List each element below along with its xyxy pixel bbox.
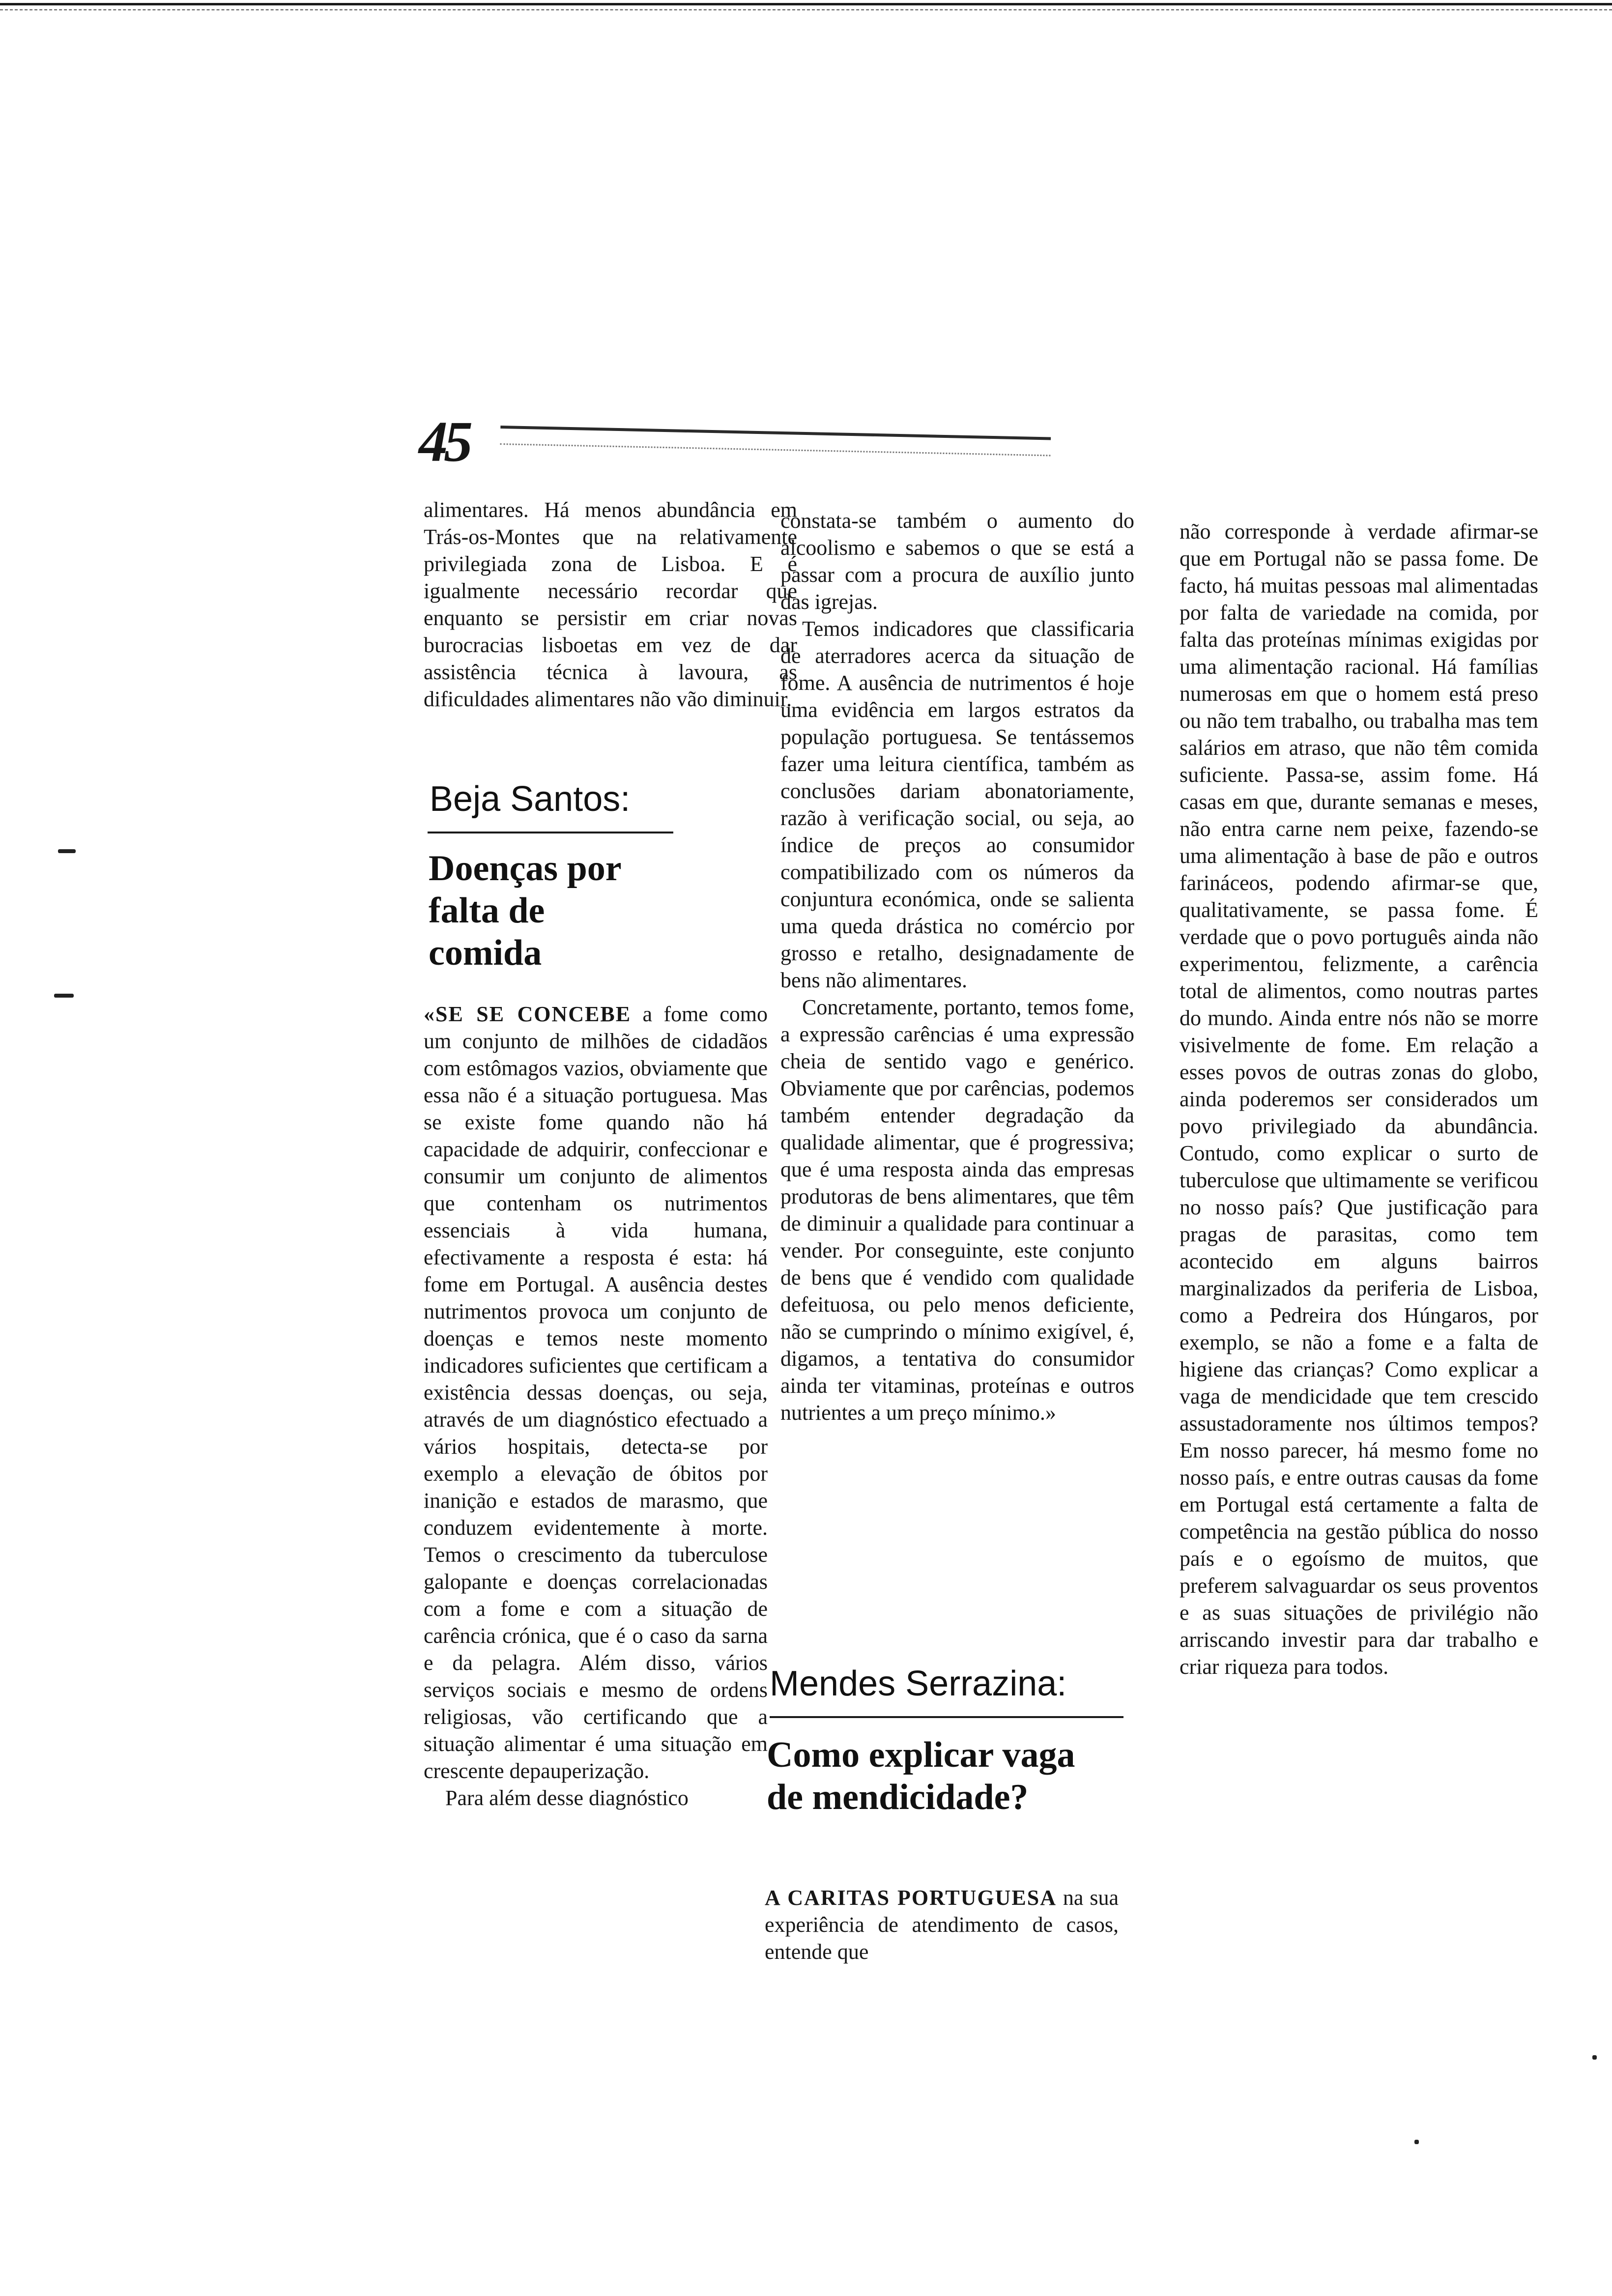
author-label: Beja Santos:	[430, 779, 631, 819]
paragraph: alimentares. Há menos abundância em Trás-os-Montes que na relativamente privilegiada zona de Lisboa. E é igualmente necessário recordar que enquanto se persistir em criar novas burocracias lisboetas em vez de dar assistência técnica à lavoura, as dificuldades alimentares não vão diminuir.	[424, 498, 797, 711]
author-label: Mendes Serrazina:	[770, 1664, 1067, 1703]
paragraph: «SE SE CONCEBE a fome como um conjunto de milhões de cidadãos com estômagos vazios, obviamente que essa não é a situação portuguesa. Mas se existe fome quando não há capacidade de adquirir, confeccionar e consumir um conjunto de alimentos que contenham os nutrimentos essenciais à vida humana, efectivamente a resposta é esta: há fome em Portugal. A ausência destes nutrimentos provoca um conjunto de doenças e temos neste momento indicadores suficientes que certificam a existência dessas doenças, ou seja, através de um diagnóstico efectuado a vários hospitais, detecta-se por exemplo a elevação de óbitos por inanição e estados de marasmo, que conduzem evidentemente à morte. Temos o crescimento da tuberculose galopante e doenças correlacionadas com a fome e com a situação de carência crónica, que é o caso da sarna e da pelagra. Além disso, vários serviços sociais e mesmo de ordens religiosas, vão certificando que a situação alimentar é uma situação em crescente depauperização.	[424, 1002, 768, 1783]
lead-in: A CARITAS PORTUGUESA	[765, 1886, 1057, 1910]
paragraph: constata-se também o aumento do alcoolismo e sabemos o que se está a passar com a procura de auxílio junto das igrejas.	[780, 509, 1134, 614]
article-headline: Como explicar vaga de mendicidade?	[767, 1735, 1075, 1817]
paragraph: Concretamente, portanto, temos fome, a expressão carências é uma expressão cheia de sentido vago e genérico. Obviamente que por carências, podemos também entender degradação da qualidade alimentar, que é progressiva; que é uma resposta ainda das empresas produtoras de bens alimentares, que têm de diminuir a qualidade para continuar a vender. Por conseguinte, este conjunto de bens que é vendido com qualidade defeituosa, ou pelo menos deficiente, não se cumprindo o mínimo exigível, é, digamos, a tentativa do consumidor ainda ter vitaminas, proteínas e outros nutrientes a um preço mínimo.»	[780, 995, 1134, 1425]
scan-speck	[1592, 2055, 1597, 2060]
article-2-body	[765, 1884, 1119, 1965]
column-1-continuation	[424, 496, 797, 713]
paragraph: Temos indicadores que classificaria de aterradores acerca da situação de fome. A ausência de nutrimentos é hoje uma evidência em largos estratos da população portuguesa. Se tentássemos fazer uma leitura científica, também as conclusões dariam abonatoriamente, razão à verificação social, ou seja, ao índice de preços ao consumidor compatibilizado com os números da conjuntura económica, onde se salienta uma queda drástica no comércio por grosso e retalho, designadamente de bens não alimentares.	[780, 617, 1134, 992]
lead-in: «SE SE CONCEBE	[424, 1002, 632, 1026]
author-rule	[770, 1716, 1123, 1718]
scan-top-edge	[0, 3, 1612, 10]
paragraph: A CARITAS PORTUGUESA na sua experiência de atendimento de casos, entende que	[765, 1886, 1119, 1964]
page-number: 45	[419, 409, 469, 474]
author-rule	[428, 832, 673, 833]
torn-edge	[500, 426, 1051, 456]
article-1-body	[424, 1001, 768, 1811]
scan-speck	[58, 849, 76, 853]
clipping-header	[417, 409, 1065, 487]
scan-speck	[1414, 2140, 1419, 2144]
column-3	[1180, 518, 1538, 1680]
article-headline: Doenças por falta de comida	[429, 848, 621, 973]
scan-speck	[54, 994, 74, 998]
paragraph: não corresponde à verdade afirmar-se que em Portugal não se passa fome. De facto, há muitas pessoas mal alimentadas por falta de variedade na comida, por falta das proteínas mínimas exigidas por uma alimentação racional. Há famílias numerosas em que o homem está preso ou não tem trabalho, ou trabalha mas tem salários em atraso, que não têm comida suficiente. Passa-se, assim fome. Há casas em que, durante semanas e meses, não entra carne nem peixe, fazendo-se uma alimentação à base de pão e outros farináceos, podendo afirmar-se que, qualitativamente, se passa fome. É verdade que o povo português ainda não experimentou, felizmente, a carência total de alimentos, como noutras partes do mundo. Ainda entre nós não se morre visivelmente de fome. Em relação a esses povos de outras zonas do globo, ainda poderemos ser considerados um povo privilegiado da abundância. Contudo, como explicar o surto de tuberculose que ultimamente se verificou no nosso país? Que justificação para pragas de parasitas, como tem acontecido em alguns bairros marginalizados da periferia de Lisboa, como a Pedreira dos Húngaros, por exemplo, se não a fome e a falta de higiene das crianças? Como explicar a vaga de mendicidade que tem crescido assustadoramente nos últimos tempos? Em nosso parecer, há mesmo fome no nosso país, e entre outras causas da fome em Portugal está certamente a falta de competência na gestão pública do nosso país e o egoísmo de muitos, que preferem salvaguardar os seus proventos e as suas situações de privilégio não arriscando investir para dar trabalho e criar riqueza para todos.	[1180, 519, 1538, 1679]
column-2	[780, 507, 1134, 1426]
paragraph: Para além desse diagnóstico	[445, 1786, 689, 1810]
